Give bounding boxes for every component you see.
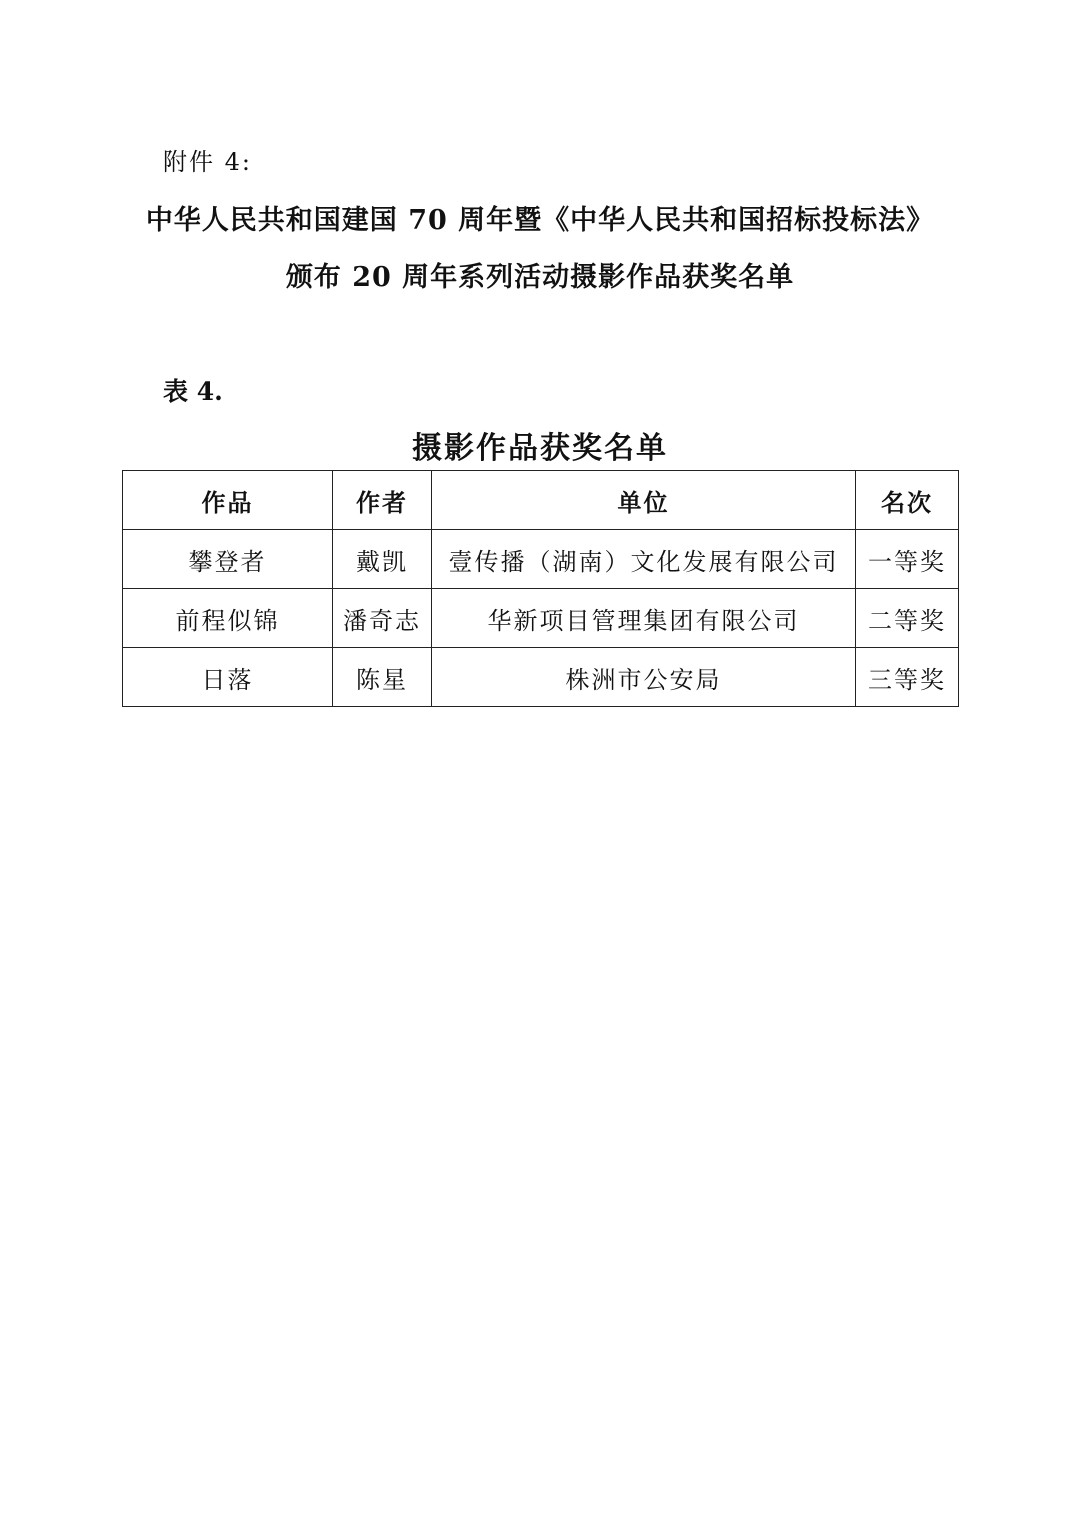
cell-work: 前程似锦 (123, 589, 333, 648)
cell-author: 潘奇志 (333, 589, 432, 648)
cell-rank: 二等奖 (856, 589, 959, 648)
header-rank: 名次 (856, 471, 959, 530)
cell-author: 陈星 (333, 648, 432, 707)
awards-table (122, 470, 959, 707)
table-row (123, 530, 959, 589)
table-label: 表 4. (163, 377, 223, 406)
cell-organization: 壹传播（湖南）文化发展有限公司 (432, 530, 856, 589)
cell-work: 日落 (123, 648, 333, 707)
attachment-label: 附件 4: (163, 148, 252, 176)
cell-rank: 一等奖 (856, 530, 959, 589)
cell-work: 攀登者 (123, 530, 333, 589)
table-title: 摄影作品获奖名单 (412, 431, 668, 466)
cell-rank: 三等奖 (856, 648, 959, 707)
header-organization: 单位 (432, 471, 856, 530)
document-title-line-1: 中华人民共和国建国 70 周年暨《中华人民共和国招标投标法》 (145, 205, 935, 236)
cell-organization: 华新项目管理集团有限公司 (432, 589, 856, 648)
header-work: 作品 (123, 471, 333, 530)
cell-organization: 株洲市公安局 (432, 648, 856, 707)
table-row (123, 589, 959, 648)
header-author: 作者 (333, 471, 432, 530)
cell-author: 戴凯 (333, 530, 432, 589)
document-title-line-2: 颁布 20 周年系列活动摄影作品获奖名单 (285, 262, 795, 293)
table-row (123, 648, 959, 707)
table-header-row (123, 471, 959, 530)
